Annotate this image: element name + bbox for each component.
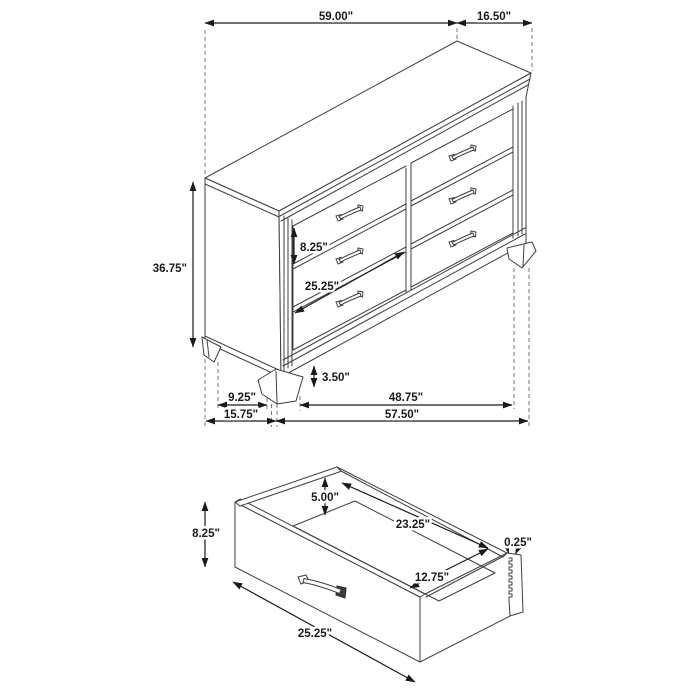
dresser-drawer-width-dim: 25.25" — [304, 281, 340, 293]
dresser-top-width-dim: 59.00" — [318, 11, 354, 23]
dresser-front-width-dim: 48.75" — [388, 392, 424, 404]
dresser-side-depth-dim: 15.75" — [223, 409, 259, 421]
dresser-top-depth-dim: 16.50" — [476, 11, 512, 23]
dresser-base-width-dim: 57.50" — [384, 409, 420, 421]
dresser-foot-height-dim: 3.50" — [322, 372, 350, 384]
drawer-inner-depth-dim: 5.00" — [311, 492, 339, 504]
drawer-inner-width-dim: 12.75" — [414, 572, 450, 584]
dresser-figure — [153, 11, 536, 428]
drawer-front-height-dim: 8.25" — [192, 528, 220, 540]
drawer-inner-length-dim: 23.25" — [395, 519, 431, 531]
dresser-drawer-height-dim: 8.25" — [300, 242, 328, 254]
dovetail-joint-detail — [509, 558, 512, 600]
drawer-side-thickness-dim: 0.25" — [504, 537, 532, 549]
dresser-height-dim: 36.75" — [152, 263, 187, 275]
dresser-foot-inset-dim: 9.25" — [228, 392, 256, 404]
drawer-front-width-dim: 25.25" — [297, 628, 333, 640]
drawer-figure — [192, 467, 532, 682]
